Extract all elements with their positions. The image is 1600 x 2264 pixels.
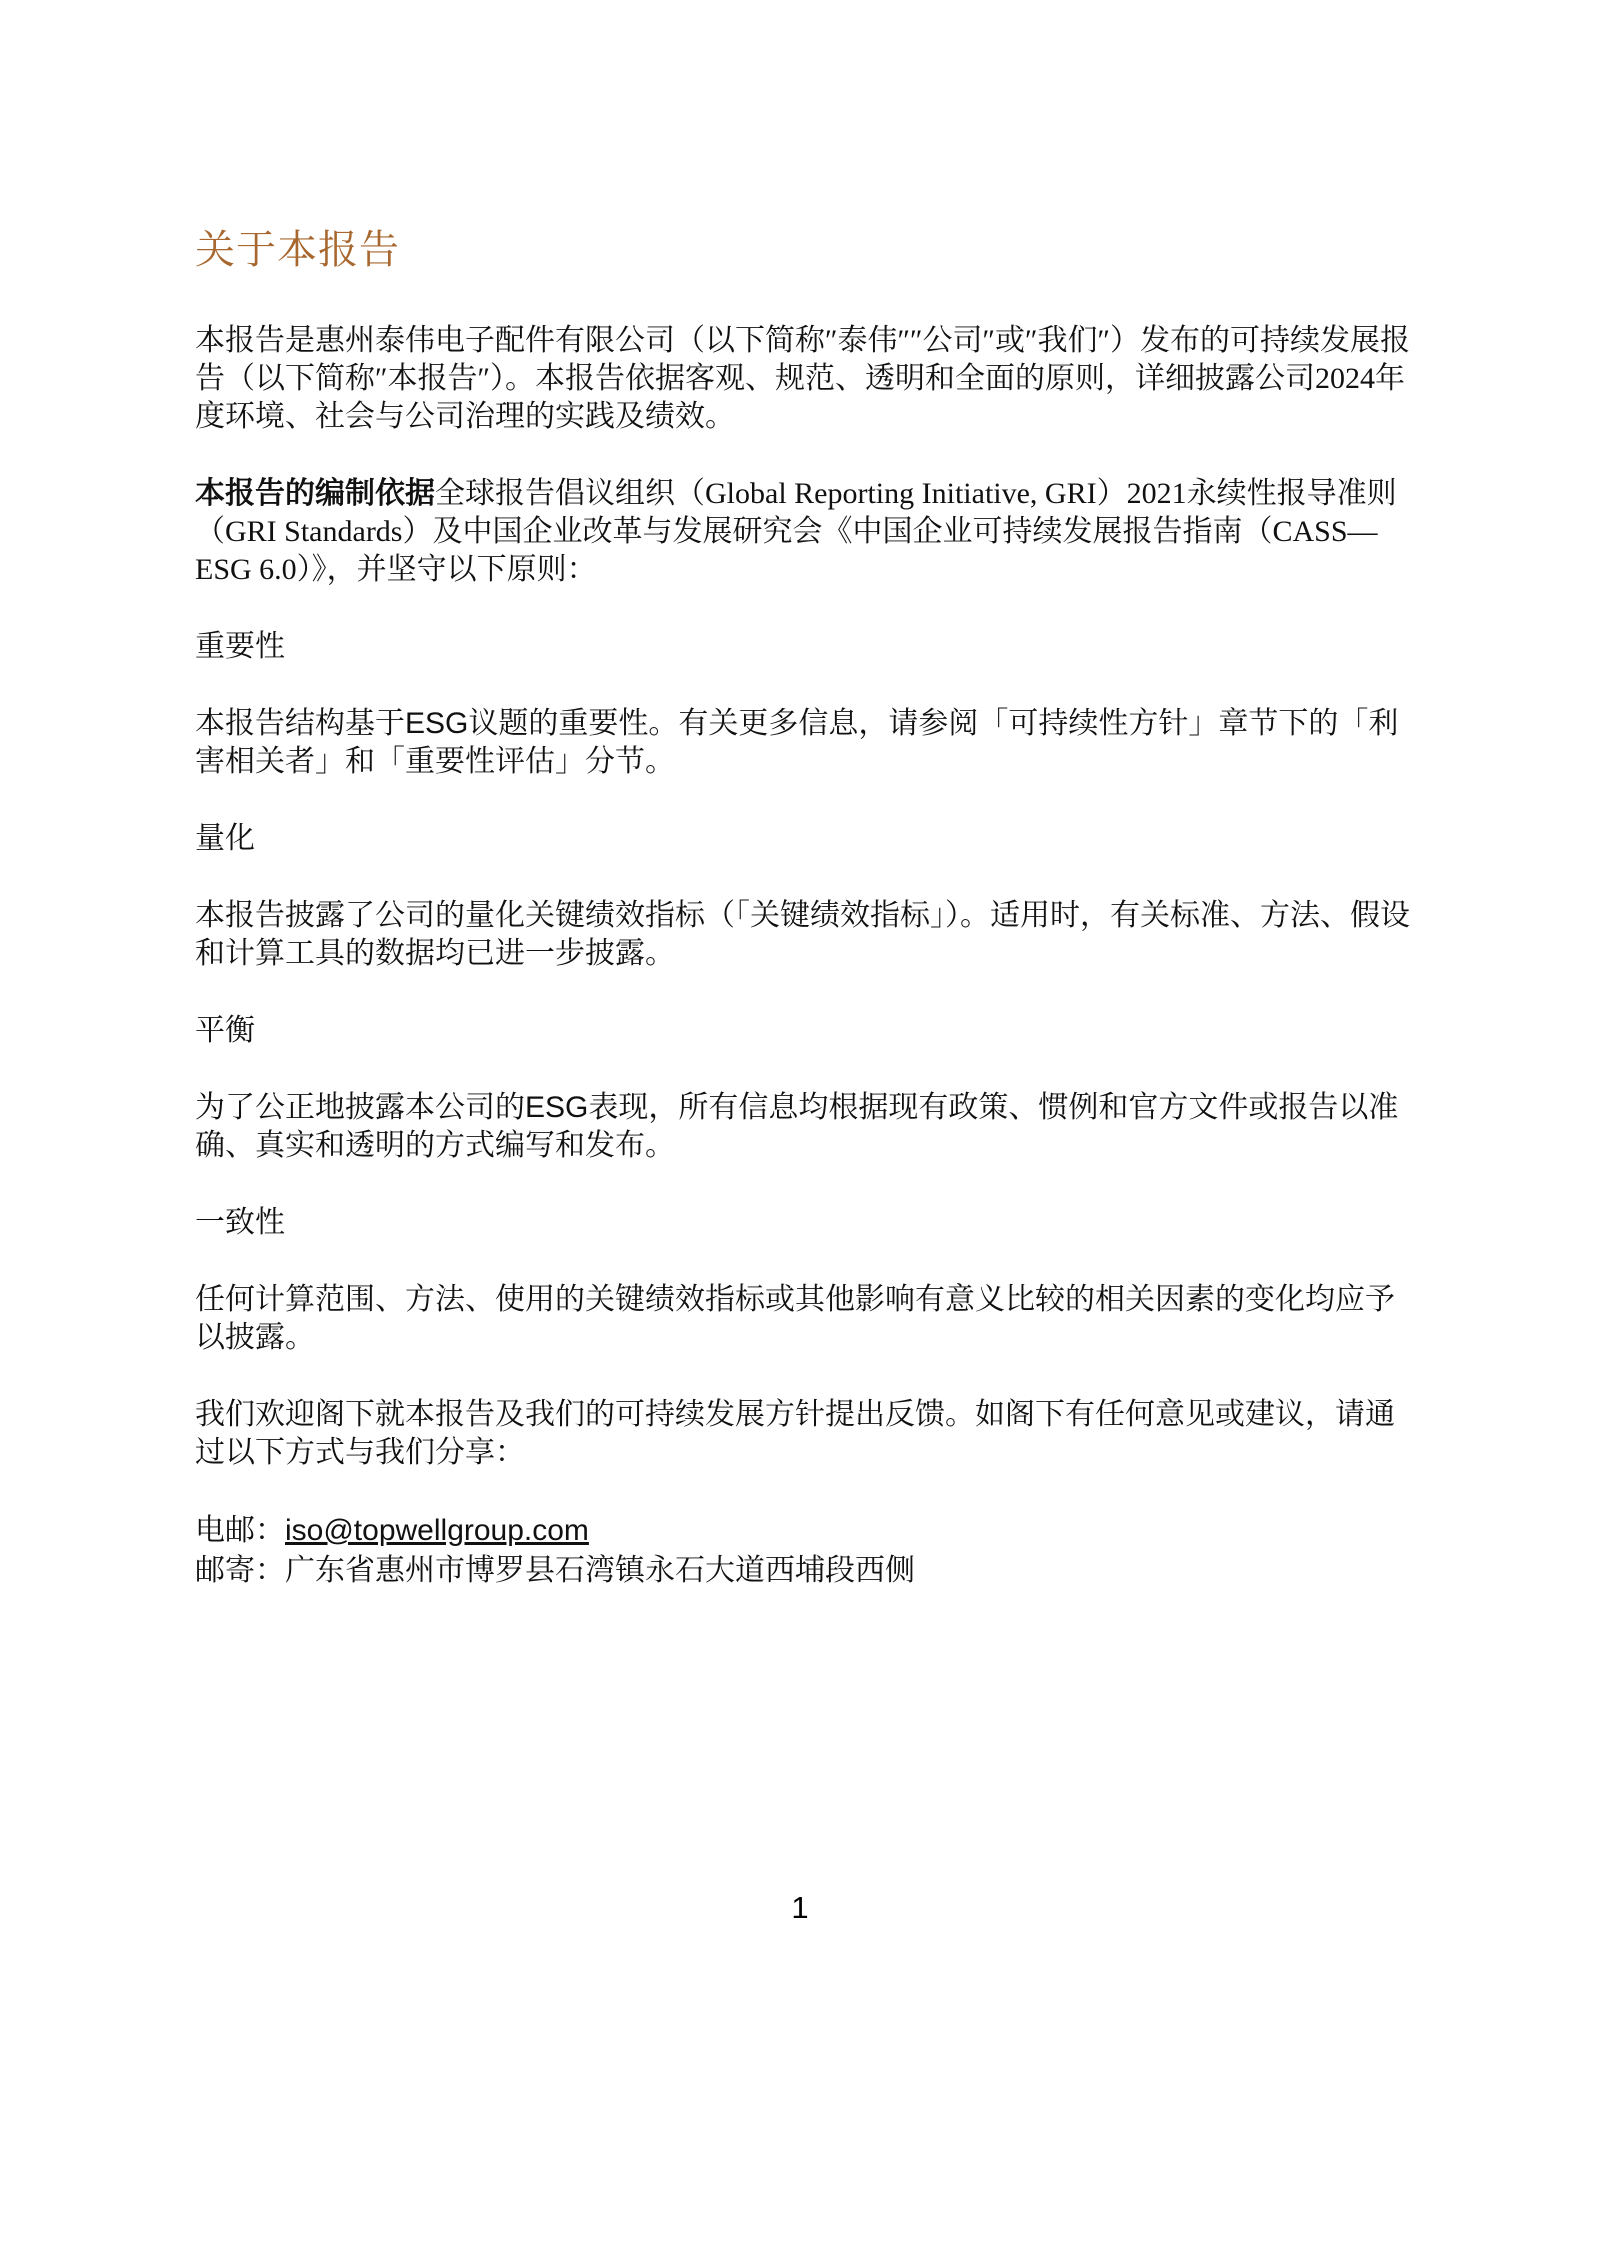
contact-block	[195, 1511, 1417, 1591]
principle-heading: 量化	[195, 822, 255, 855]
principle-text: 表现，所有信息均根据现有政策、惯例和官方文件或报告以准确、真实和透明的方式编写和发布。	[195, 1091, 1399, 1162]
principle-paragraph	[195, 1089, 1417, 1165]
feedback-paragraph: 我们欢迎阁下就本报告及我们的可持续发展方针提出反馈。如阁下有任何意见或建议，请通过以下方式与我们分享：	[195, 1398, 1395, 1469]
report-basis-text: 全球报告倡议组织（Global Reporting Initiative, GRI）2021永续性报导准则（GRI Standards）及中国企业改革与发展研究会《中国企业可持续发展报告指南（CASS—ESG 6.0）》，并坚守以下原则：	[195, 477, 1397, 586]
mail-label: 邮寄：	[195, 1554, 285, 1587]
principle-heading: 平衡	[195, 1014, 255, 1047]
principle-section-materiality	[195, 628, 1417, 781]
report-basis-bold-lead: 本报告的编制依据	[195, 477, 435, 510]
email-label: 电邮：	[195, 1514, 285, 1547]
contact-email-line	[195, 1511, 1417, 1551]
report-basis-paragraph	[195, 475, 1417, 589]
principle-latin-text: ESG	[405, 707, 469, 740]
principle-paragraph	[195, 705, 1417, 781]
principle-section-balance	[195, 1012, 1417, 1165]
principle-text: 任何计算范围、方法、使用的关键绩效指标或其他影响有意义比较的相关因素的变化均应予以披露。	[195, 1283, 1395, 1354]
email-link[interactable]: iso@topwellgroup.com	[285, 1514, 589, 1547]
page-content	[195, 228, 1417, 1591]
address-text: 广东省惠州市博罗县石湾镇永石大道西埔段西侧	[285, 1554, 915, 1587]
principle-text: 议题的重要性。有关更多信息，请参阅「可持续性方针」章节下的「利害相关者」和「重要性评估」分节。	[195, 707, 1399, 778]
principle-section-quantification	[195, 820, 1417, 973]
page-number: 1	[791, 1890, 809, 1925]
principle-text: 为了公正地披露本公司的	[195, 1091, 525, 1124]
principle-paragraph	[195, 1281, 1417, 1357]
principle-text: 本报告披露了公司的量化关键绩效指标（「关键绩效指标」）。适用时，有关标准、方法、假设和计算工具的数据均已进一步披露。	[195, 899, 1410, 970]
principle-text: 本报告结构基于	[195, 707, 405, 740]
principle-section-consistency	[195, 1204, 1417, 1357]
principle-heading: 一致性	[195, 1206, 285, 1239]
contact-mail-line	[195, 1551, 1417, 1591]
principle-paragraph	[195, 897, 1417, 973]
intro-paragraph: 本报告是惠州泰伟电子配件有限公司（以下简称″泰伟″″公司″或″我们″）发布的可持续发展报告（以下简称″本报告″）。本报告依据客观、规范、透明和全面的原则，详细披露公司2024年度环境、社会与公司治理的实践及绩效。	[195, 324, 1410, 433]
principle-latin-text: ESG	[525, 1091, 589, 1124]
principle-heading: 重要性	[195, 630, 285, 663]
page-title: 关于本报告	[195, 227, 400, 272]
